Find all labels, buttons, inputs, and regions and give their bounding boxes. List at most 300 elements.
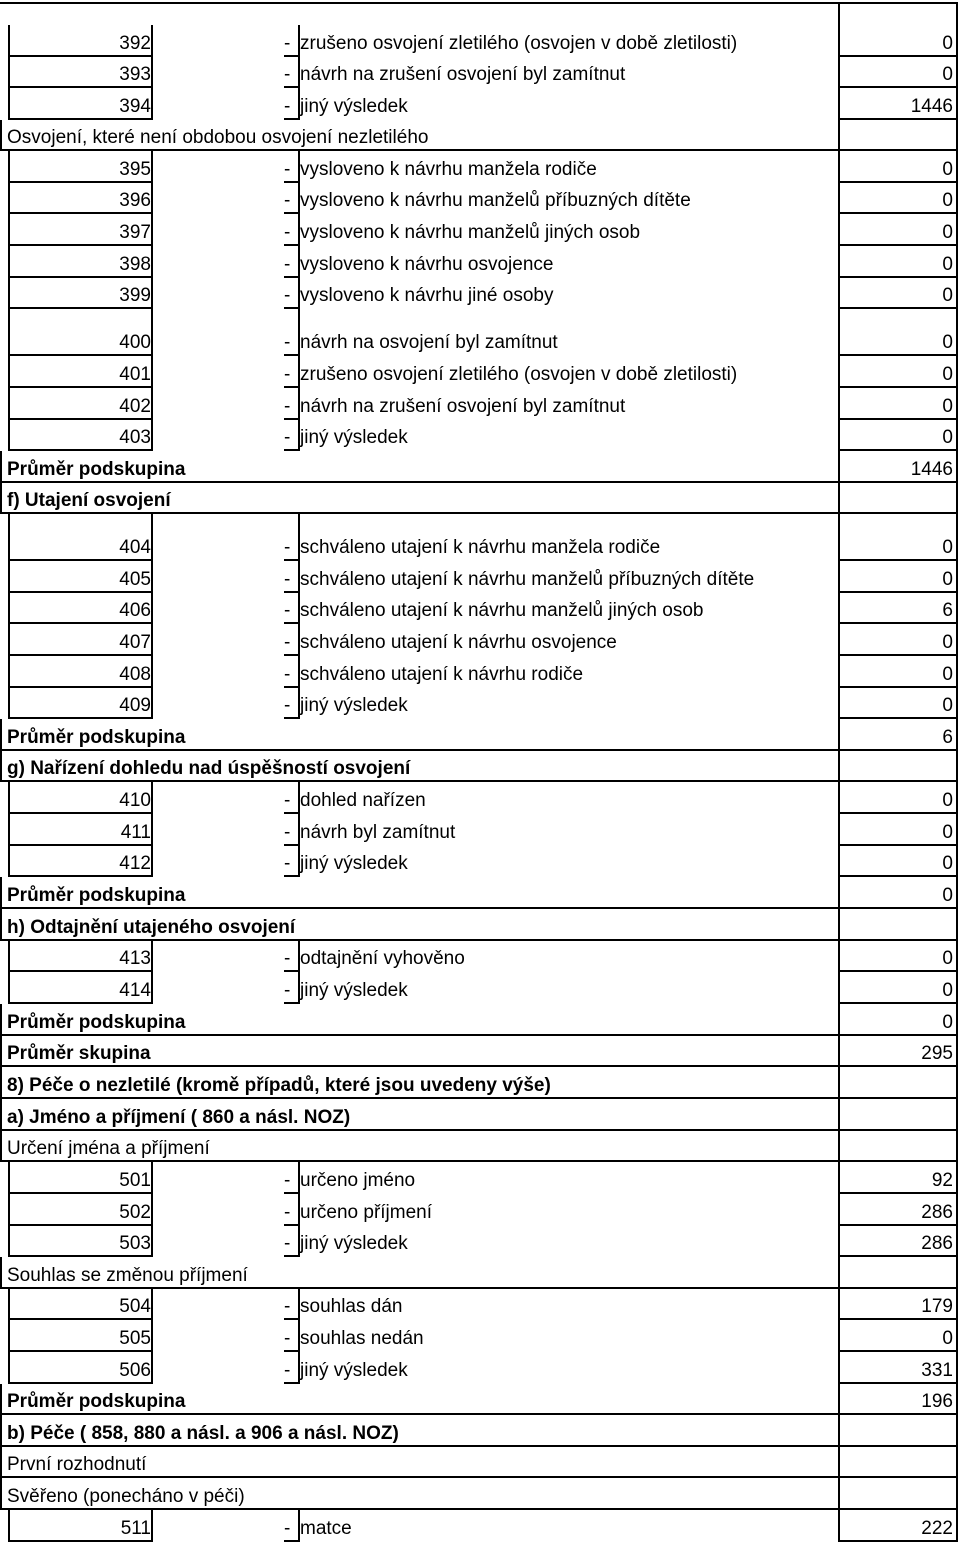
cell-right-border bbox=[151, 356, 153, 388]
row-code: 400 bbox=[119, 332, 151, 353]
right-border bbox=[956, 214, 958, 246]
row-code: 502 bbox=[119, 1202, 151, 1223]
cell-left-border bbox=[8, 246, 10, 278]
value-column-left-border bbox=[838, 25, 840, 57]
right-border bbox=[956, 561, 958, 593]
cell-left-border bbox=[8, 1162, 10, 1194]
section-heading-row bbox=[0, 1384, 960, 1415]
row-value: 0 bbox=[942, 695, 953, 716]
row-label: matce bbox=[300, 1518, 352, 1539]
section-heading-row bbox=[0, 877, 960, 909]
subtotal-or-heading-label: 8) Péče o nezletilé (kromě případů, které jsou uvedeny výše) bbox=[7, 1075, 551, 1096]
table-row bbox=[0, 782, 960, 814]
row-dash: - bbox=[284, 1518, 291, 1539]
cell-right-border bbox=[151, 782, 153, 814]
cell-left-border bbox=[298, 941, 300, 972]
cell-right-border bbox=[151, 1226, 153, 1257]
section-heading-row bbox=[0, 1099, 960, 1131]
cell-left-border bbox=[298, 972, 300, 1004]
value-column-left-border bbox=[838, 688, 840, 719]
row-label: schváleno utajení k návrhu manželů jiných osob bbox=[300, 600, 704, 621]
cell-right-border bbox=[151, 151, 153, 183]
row-left-border bbox=[0, 1099, 2, 1131]
cell-left-border bbox=[298, 688, 300, 719]
cell-right-border bbox=[151, 388, 153, 420]
cell-left-border bbox=[8, 561, 10, 593]
right-border bbox=[956, 514, 958, 561]
cell-bottom-border bbox=[284, 1540, 298, 1542]
row-value: 0 bbox=[942, 222, 953, 243]
cell-left-border bbox=[298, 1320, 300, 1352]
table-row bbox=[0, 972, 960, 1004]
value-column-left-border bbox=[838, 356, 840, 388]
value-column-left-border bbox=[838, 120, 840, 151]
row-code: 404 bbox=[119, 537, 151, 558]
row-left-border bbox=[0, 1384, 2, 1415]
cell-left-border bbox=[8, 151, 10, 183]
row-dash: - bbox=[284, 332, 291, 353]
right-border bbox=[956, 1320, 958, 1352]
right-border bbox=[956, 25, 958, 57]
row-dash: - bbox=[284, 190, 291, 211]
row-dash: - bbox=[284, 1170, 291, 1191]
row-dash: - bbox=[284, 569, 291, 590]
value-column-left-border bbox=[838, 877, 840, 909]
cell-left-border bbox=[8, 1510, 10, 1542]
cell-left-border bbox=[298, 57, 300, 88]
right-border bbox=[956, 1226, 958, 1257]
right-border bbox=[956, 57, 958, 88]
cell-left-border bbox=[8, 1289, 10, 1320]
value-column-left-border bbox=[838, 214, 840, 246]
row-label: jiný výsledek bbox=[300, 853, 408, 874]
row-code: 410 bbox=[119, 790, 151, 811]
group-heading-label: První rozhodnutí bbox=[7, 1454, 147, 1475]
subtotal-or-heading-label: h) Odtajnění utajeného osvojení bbox=[7, 917, 296, 938]
right-border bbox=[956, 877, 958, 909]
row-value: 0 bbox=[942, 948, 953, 969]
table-row bbox=[0, 814, 960, 846]
right-border bbox=[956, 1510, 958, 1542]
table-row bbox=[0, 1162, 960, 1194]
row-code: 504 bbox=[119, 1296, 151, 1317]
right-border bbox=[956, 120, 958, 151]
row-label: souhlas dán bbox=[300, 1296, 403, 1317]
value-column-left-border bbox=[838, 246, 840, 278]
cell-left-border bbox=[8, 309, 10, 356]
right-border bbox=[956, 151, 958, 183]
row-value: 0 bbox=[942, 1328, 953, 1349]
row-value: 0 bbox=[942, 33, 953, 54]
row-label: jiný výsledek bbox=[300, 427, 408, 448]
row-value: 286 bbox=[921, 1233, 953, 1254]
right-border bbox=[956, 183, 958, 214]
row-dash: - bbox=[284, 822, 291, 843]
row-code: 403 bbox=[119, 427, 151, 448]
value-column-left-border bbox=[838, 451, 840, 483]
value-column-left-border bbox=[838, 57, 840, 88]
table-row bbox=[0, 593, 960, 624]
cell-left-border bbox=[8, 388, 10, 420]
section-heading-row bbox=[0, 909, 960, 941]
cell-right-border bbox=[151, 1510, 153, 1542]
row-label: souhlas nedán bbox=[300, 1328, 424, 1349]
table-row bbox=[0, 514, 960, 561]
cell-left-border bbox=[8, 624, 10, 656]
subtotal-or-heading-label: b) Péče ( 858, 880 a násl. a 906 a násl. NOZ) bbox=[7, 1423, 399, 1444]
section-heading-row bbox=[0, 1067, 960, 1099]
cell-left-border bbox=[298, 1226, 300, 1257]
cell-left-border bbox=[8, 1194, 10, 1226]
subtotal-value: 1446 bbox=[910, 459, 953, 480]
cell-right-border bbox=[151, 88, 153, 120]
cell-left-border bbox=[298, 782, 300, 814]
cell-left-border bbox=[8, 514, 10, 561]
row-label: dohled nařízen bbox=[300, 790, 426, 811]
row-left-border bbox=[0, 1415, 2, 1447]
row-label: jiný výsledek bbox=[300, 1360, 408, 1381]
right-border bbox=[956, 1131, 958, 1162]
section-heading-row bbox=[0, 719, 960, 751]
row-dash: - bbox=[284, 948, 291, 969]
table-row bbox=[0, 1289, 960, 1320]
row-left-border bbox=[0, 1478, 2, 1510]
row-value: 0 bbox=[942, 790, 953, 811]
row-dash: - bbox=[284, 96, 291, 117]
table-row bbox=[0, 624, 960, 656]
row-value: 0 bbox=[942, 664, 953, 685]
right-border bbox=[956, 941, 958, 972]
value-column-left-border bbox=[838, 1320, 840, 1352]
cell-left-border bbox=[298, 593, 300, 624]
value-column-left-border bbox=[838, 88, 840, 120]
row-code: 411 bbox=[120, 822, 151, 843]
row-dash: - bbox=[284, 64, 291, 85]
value-cell-bottom-border bbox=[838, 1540, 958, 1542]
row-dash: - bbox=[284, 427, 291, 448]
row-code: 407 bbox=[119, 632, 151, 653]
row-value: 0 bbox=[942, 427, 953, 448]
row-dash: - bbox=[284, 33, 291, 54]
right-border bbox=[956, 483, 958, 514]
value-column-left-border bbox=[838, 814, 840, 846]
value-column-left-border bbox=[838, 1257, 840, 1289]
frame-top-line bbox=[0, 2, 958, 4]
subtotal-value: 6 bbox=[942, 727, 953, 748]
value-column-left-border bbox=[838, 909, 840, 941]
row-left-border bbox=[0, 1067, 2, 1099]
cell-right-border bbox=[151, 1289, 153, 1320]
section-heading-row bbox=[0, 483, 960, 514]
row-value: 0 bbox=[942, 537, 953, 558]
row-dash: - bbox=[284, 695, 291, 716]
value-column-left-border bbox=[838, 1067, 840, 1099]
cell-left-border bbox=[8, 1226, 10, 1257]
row-label: zrušeno osvojení zletilého (osvojen v době zletilosti) bbox=[300, 364, 738, 385]
subtotal-or-heading-label: a) Jméno a příjmení ( 860 a násl. NOZ) bbox=[7, 1107, 351, 1128]
value-column-left-border bbox=[838, 846, 840, 877]
row-label: vysloveno k návrhu osvojence bbox=[300, 254, 554, 275]
value-column-left-border bbox=[838, 1226, 840, 1257]
row-value: 0 bbox=[942, 332, 953, 353]
section-heading-row bbox=[0, 1415, 960, 1447]
table-row bbox=[0, 846, 960, 877]
row-value: 0 bbox=[942, 632, 953, 653]
cell-right-border bbox=[151, 214, 153, 246]
row-dash: - bbox=[284, 1296, 291, 1317]
cell-left-border bbox=[298, 846, 300, 877]
row-value: 0 bbox=[942, 569, 953, 590]
cell-left-border bbox=[8, 214, 10, 246]
value-column-left-border bbox=[838, 183, 840, 214]
cell-left-border bbox=[8, 972, 10, 1004]
table-row bbox=[0, 246, 960, 278]
value-column-top-border bbox=[838, 2, 840, 25]
cell-left-border bbox=[298, 183, 300, 214]
right-border bbox=[956, 356, 958, 388]
value-column-left-border bbox=[838, 1510, 840, 1542]
right-border-top bbox=[956, 2, 958, 25]
table-row bbox=[0, 356, 960, 388]
section-heading-row bbox=[0, 1478, 960, 1510]
table-row bbox=[0, 309, 960, 356]
value-column-left-border bbox=[838, 561, 840, 593]
value-column-left-border bbox=[838, 751, 840, 782]
row-code: 405 bbox=[119, 569, 151, 590]
row-code: 511 bbox=[120, 1518, 151, 1539]
row-code: 398 bbox=[119, 254, 151, 275]
row-label: vysloveno k návrhu manželů příbuzných dítěte bbox=[300, 190, 691, 211]
row-value: 0 bbox=[942, 64, 953, 85]
right-border bbox=[956, 624, 958, 656]
row-label: návrh na zrušení osvojení byl zamítnut bbox=[300, 396, 626, 417]
group-heading-label: Svěřeno (ponecháno v péči) bbox=[7, 1486, 245, 1507]
cell-right-border bbox=[151, 309, 153, 356]
cell-right-border bbox=[151, 624, 153, 656]
subtotal-or-heading-label: Průměr podskupina bbox=[7, 727, 186, 748]
row-value: 0 bbox=[942, 364, 953, 385]
row-value: 0 bbox=[942, 396, 953, 417]
row-dash: - bbox=[284, 285, 291, 306]
value-column-left-border bbox=[838, 1289, 840, 1320]
table-row bbox=[0, 278, 960, 309]
cell-right-border bbox=[151, 1194, 153, 1226]
cell-left-border bbox=[298, 278, 300, 309]
value-column-left-border bbox=[838, 593, 840, 624]
cell-left-border bbox=[298, 1510, 300, 1542]
right-border bbox=[956, 846, 958, 877]
row-value: 286 bbox=[921, 1202, 953, 1223]
row-dash: - bbox=[284, 1328, 291, 1349]
row-dash: - bbox=[284, 254, 291, 275]
value-column-left-border bbox=[838, 278, 840, 309]
table-row bbox=[0, 688, 960, 719]
right-border bbox=[956, 972, 958, 1004]
row-value: 92 bbox=[931, 1170, 953, 1191]
row-dash: - bbox=[284, 1233, 291, 1254]
value-column-left-border bbox=[838, 1384, 840, 1415]
subtotal-value: 295 bbox=[921, 1043, 953, 1064]
row-value: 0 bbox=[942, 980, 953, 1001]
table-row bbox=[0, 561, 960, 593]
cell-right-border bbox=[151, 514, 153, 561]
row-code: 409 bbox=[119, 695, 151, 716]
row-code: 408 bbox=[119, 664, 151, 685]
row-dash: - bbox=[284, 853, 291, 874]
row-value: 0 bbox=[942, 822, 953, 843]
cell-right-border bbox=[151, 278, 153, 309]
row-dash: - bbox=[284, 396, 291, 417]
value-column-left-border bbox=[838, 1478, 840, 1510]
subtotal-or-heading-label: Průměr podskupina bbox=[7, 1391, 186, 1412]
row-label: schváleno utajení k návrhu rodiče bbox=[300, 664, 584, 685]
cell-left-border bbox=[298, 1162, 300, 1194]
table-row bbox=[0, 214, 960, 246]
cell-left-border bbox=[298, 309, 300, 356]
section-heading-row bbox=[0, 1257, 960, 1289]
row-left-border bbox=[0, 1447, 2, 1478]
cell-left-border bbox=[8, 782, 10, 814]
row-code: 414 bbox=[119, 980, 151, 1001]
cell-right-border bbox=[151, 420, 153, 451]
row-dash: - bbox=[284, 1360, 291, 1381]
table-row bbox=[0, 1226, 960, 1257]
row-dash: - bbox=[284, 1202, 291, 1223]
right-border bbox=[956, 1257, 958, 1289]
right-border bbox=[956, 1067, 958, 1099]
row-left-border bbox=[0, 1131, 2, 1162]
cell-left-border bbox=[298, 388, 300, 420]
table-row bbox=[0, 25, 960, 57]
group-heading-label: Osvojení, které není obdobou osvojení nezletilého bbox=[7, 127, 429, 148]
table-row bbox=[0, 183, 960, 214]
cell-left-border bbox=[298, 814, 300, 846]
cell-right-border bbox=[151, 246, 153, 278]
row-dash: - bbox=[284, 790, 291, 811]
right-border bbox=[956, 782, 958, 814]
row-code: 399 bbox=[119, 285, 151, 306]
right-border bbox=[956, 278, 958, 309]
row-left-border bbox=[0, 877, 2, 909]
right-border bbox=[956, 88, 958, 120]
row-left-border bbox=[0, 1257, 2, 1289]
value-column-left-border bbox=[838, 656, 840, 688]
row-label: schváleno utajení k návrhu osvojence bbox=[300, 632, 617, 653]
row-label: návrh na zrušení osvojení byl zamítnut bbox=[300, 64, 626, 85]
row-label: návrh byl zamítnut bbox=[300, 822, 456, 843]
cell-left-border bbox=[298, 420, 300, 451]
right-border bbox=[956, 1194, 958, 1226]
value-column-left-border bbox=[838, 624, 840, 656]
right-border bbox=[956, 1352, 958, 1384]
value-column-left-border bbox=[838, 1352, 840, 1384]
row-label: jiný výsledek bbox=[300, 1233, 408, 1254]
value-column-left-border bbox=[838, 388, 840, 420]
row-dash: - bbox=[284, 664, 291, 685]
cell-left-border bbox=[8, 1352, 10, 1384]
cell-right-border bbox=[151, 183, 153, 214]
row-dash: - bbox=[284, 364, 291, 385]
row-code: 394 bbox=[119, 96, 151, 117]
row-code: 392 bbox=[119, 33, 151, 54]
subtotal-value: 0 bbox=[942, 885, 953, 906]
cell-left-border bbox=[298, 356, 300, 388]
subtotal-value: 0 bbox=[942, 1012, 953, 1033]
row-label: jiný výsledek bbox=[300, 980, 408, 1001]
section-heading-row bbox=[0, 1036, 960, 1067]
cell-left-border bbox=[8, 656, 10, 688]
row-code: 396 bbox=[119, 190, 151, 211]
value-column-left-border bbox=[838, 514, 840, 561]
group-heading-label: Souhlas se změnou příjmení bbox=[7, 1265, 248, 1286]
cell-right-border bbox=[151, 1352, 153, 1384]
right-border bbox=[956, 656, 958, 688]
row-label: určeno příjmení bbox=[300, 1202, 433, 1223]
value-column-left-border bbox=[838, 972, 840, 1004]
cell-right-border bbox=[151, 57, 153, 88]
cell-left-border bbox=[298, 88, 300, 120]
row-code: 412 bbox=[119, 853, 151, 874]
table-row bbox=[0, 420, 960, 451]
cell-left-border bbox=[298, 624, 300, 656]
table-row bbox=[0, 388, 960, 420]
cell-left-border bbox=[8, 356, 10, 388]
row-label: návrh na osvojení byl zamítnut bbox=[300, 332, 558, 353]
row-label: zrušeno osvojení zletilého (osvojen v době zletilosti) bbox=[300, 33, 738, 54]
table-row bbox=[0, 57, 960, 88]
section-heading-row bbox=[0, 1131, 960, 1162]
cell-bottom-border bbox=[8, 1540, 153, 1542]
table-row bbox=[0, 941, 960, 972]
value-column-left-border bbox=[838, 1099, 840, 1131]
cell-left-border bbox=[8, 941, 10, 972]
right-border bbox=[956, 1004, 958, 1036]
right-border bbox=[956, 420, 958, 451]
row-label: schváleno utajení k návrhu manžela rodiče bbox=[300, 537, 661, 558]
cell-left-border bbox=[8, 688, 10, 719]
value-column-left-border bbox=[838, 941, 840, 972]
right-border bbox=[956, 1099, 958, 1131]
value-column-left-border bbox=[838, 1415, 840, 1447]
subtotal-or-heading-label: f) Utajení osvojení bbox=[7, 490, 171, 511]
row-value: 0 bbox=[942, 159, 953, 180]
row-code: 413 bbox=[119, 948, 151, 969]
row-value: 0 bbox=[942, 285, 953, 306]
row-value: 0 bbox=[942, 254, 953, 275]
cell-right-border bbox=[151, 593, 153, 624]
cell-left-border bbox=[8, 88, 10, 120]
value-column-left-border bbox=[838, 1036, 840, 1067]
section-heading-row bbox=[0, 1447, 960, 1478]
section-heading-row bbox=[0, 1004, 960, 1036]
right-border bbox=[956, 1162, 958, 1194]
row-code: 406 bbox=[119, 600, 151, 621]
row-dash: - bbox=[284, 980, 291, 1001]
right-border bbox=[956, 751, 958, 782]
row-dash: - bbox=[284, 222, 291, 243]
section-heading-row bbox=[0, 451, 960, 483]
right-border bbox=[956, 593, 958, 624]
right-border bbox=[956, 1036, 958, 1067]
subtotal-or-heading-label: Průměr podskupina bbox=[7, 1012, 186, 1033]
row-left-border bbox=[0, 1004, 2, 1036]
cell-left-border bbox=[298, 151, 300, 183]
row-value: 0 bbox=[942, 853, 953, 874]
right-border bbox=[956, 1415, 958, 1447]
cell-right-border bbox=[151, 941, 153, 972]
cell-right-border bbox=[151, 846, 153, 877]
section-heading-row bbox=[0, 120, 960, 151]
